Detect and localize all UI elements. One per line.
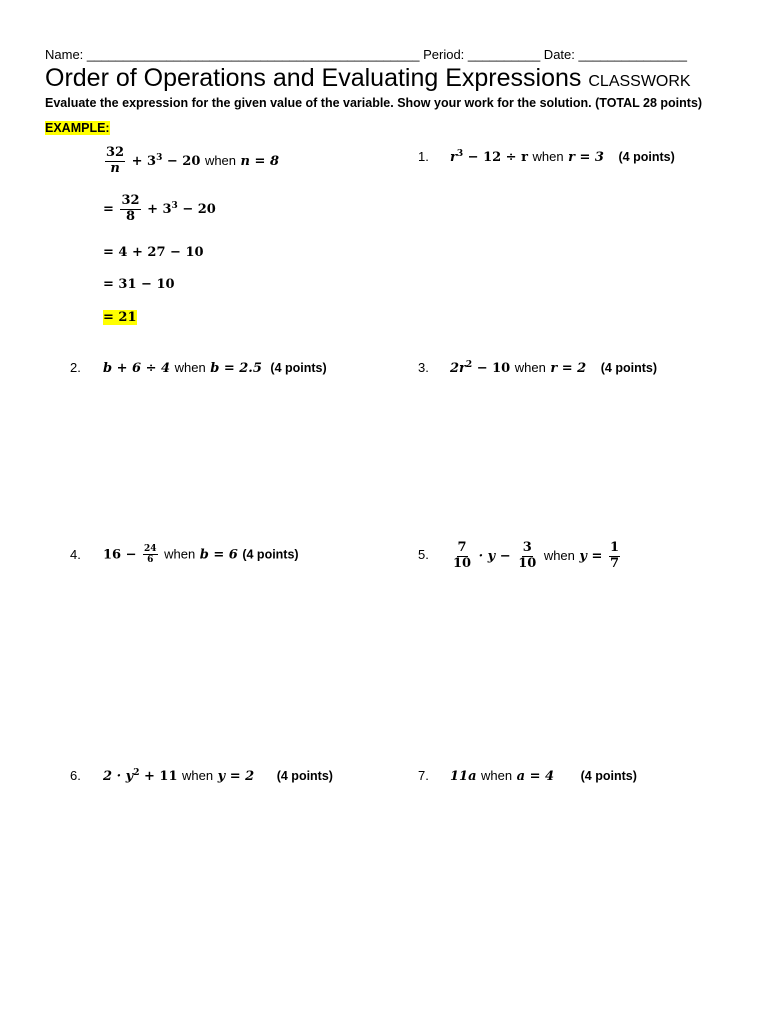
problem-1-points: (4 points) (618, 150, 675, 164)
example-expression: $\frac{32}{n}$ + $3^3 - 20$ when n = 8 (106, 145, 279, 176)
example-fraction: $\frac{32}{n}$ (106, 145, 125, 176)
title-main: Order of Operations and Evaluating Expressions (45, 64, 582, 92)
header-name-period-date: Name: ______________________________________________ Period: __________ Date: _______________ (45, 47, 687, 62)
problem-1-expression: $r^3 - 12 \div r$ when r = 3 (4 points) (450, 149, 675, 165)
problem-1-number: 1. (418, 149, 429, 164)
problem-6-points: (4 points) (276, 769, 333, 783)
example-answer: = 21 (103, 310, 137, 325)
problem-5-expression: $\frac{7}{10}$ · y − $\frac{3}{10}$ when y = $\frac{1}{7}$ (453, 540, 619, 571)
example-step-3: = 4 + 27 − 10 (103, 245, 204, 260)
problem-4-number: 4. (70, 547, 81, 562)
problem-4-points: (4 points) (242, 547, 299, 562)
page-title (45, 64, 691, 93)
problem-7-expression: 11a when a = 4 (4 points) (450, 768, 637, 784)
problem-7-points: (4 points) (580, 769, 637, 783)
problem-2-number: 2. (70, 360, 81, 375)
problem-5-number: 5. (418, 547, 429, 562)
problem-4-expression: 16 − $\frac{24}{6}$ when b = 6 (4 points) (103, 544, 299, 566)
instructions: Evaluate the expression for the given value of the variable. Show your work for the solution. (TOTAL 28 points) (45, 96, 703, 110)
example-step-2: = $\frac{32}{8}$ + $3^3 - 20$ (103, 193, 216, 224)
problem-6-expression: $2 \cdot y^2 + 11$ when y = 2 (4 points) (103, 768, 333, 784)
problem-7-number: 7. (418, 768, 429, 783)
problem-2-expression: b + 6 ÷ 4 when b = 2.5 (4 points) (103, 360, 327, 376)
problem-3-expression: $2r^2 - 10$ when r = 2 (4 points) (450, 360, 657, 376)
example-label: EXAMPLE: (45, 121, 110, 135)
problem-3-number: 3. (418, 360, 429, 375)
example-step-4: = 31 − 10 (103, 277, 175, 292)
problem-2-points: (4 points) (270, 361, 327, 375)
problem-3-points: (4 points) (600, 361, 657, 375)
problem-6-number: 6. (70, 768, 81, 783)
title-suffix: CLASSWORK (588, 73, 691, 90)
